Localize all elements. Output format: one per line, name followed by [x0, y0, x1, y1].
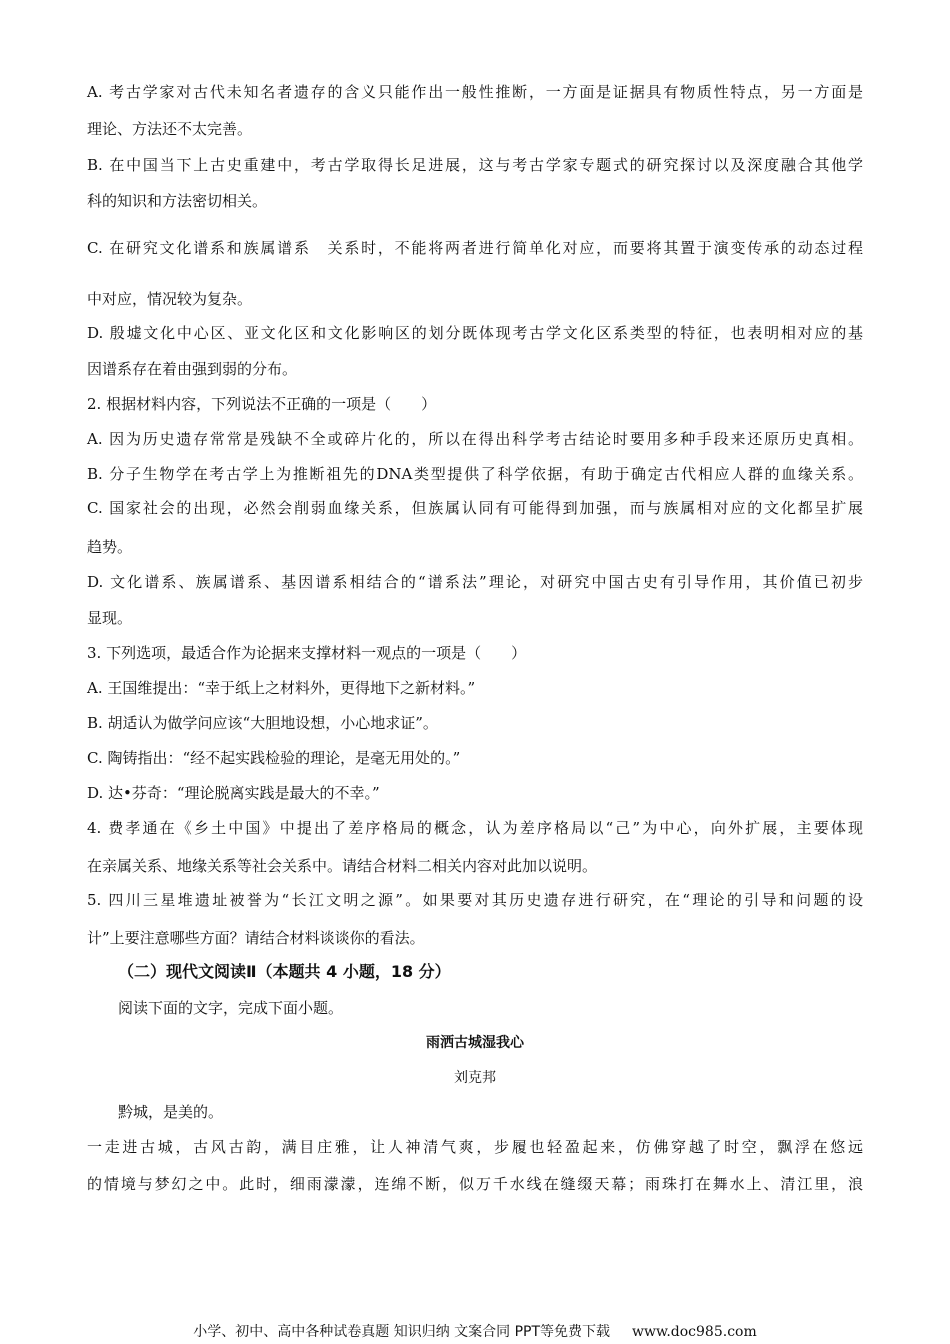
q4-line1: 4. 费孝通在《乡土中国》中提出了差序格局的概念，认为差序格局以“己”为中心，向外扩展，主要体现 [87, 819, 863, 837]
q3-option-d: D. 达•芬奇：“理论脱离实践是最大的不幸。” [87, 784, 380, 802]
q2-option-a: A. 因为历史遗存常常是残缺不全或碎片化的，所以在得出科学考古结论时要用多种手段来还原历史真相。 [87, 430, 863, 448]
q3-stem: 3. 下列选项，最适合作为论据来支撑材料一观点的一项是（ ） [87, 644, 527, 662]
q2-option-d-line1: D. 文化谱系、族属谱系、基因谱系相结合的“谱系法”理论，对研究中国古史有引导作用，其价值已初步 [87, 573, 863, 591]
page-footer [0, 1323, 950, 1341]
q3-option-c: C. 陶铸指出：“经不起实践检验的理论，是毫无用处的。” [87, 749, 461, 767]
q1-option-c-line1: C. 在研究文化谱系和族属谱系 关系时，不能将两者进行简单化对应，而要将其置于演变传承的动态过程 [87, 239, 863, 257]
q2-option-c-line1: C. 国家社会的出现，必然会削弱血缘关系，但族属认同有可能得到加强，而与族属相对应的文化都呈扩展 [87, 499, 863, 517]
q1-option-c-line2: 中对应，情况较为复杂。 [87, 290, 253, 308]
q1-option-a-line2: 理论、方法还不太完善。 [87, 120, 253, 138]
footer-text: 小学、初中、高中各种试卷真题 知识归纳 文案合同 PPT等免费下载 [193, 1324, 611, 1340]
q2-option-c-line2: 趋势。 [87, 538, 133, 556]
reading-instruction: 阅读下面的文字，完成下面小题。 [118, 999, 344, 1017]
q3-option-a: A. 王国维提出：“幸于纸上之材料外，更得地下之新材料。” [87, 679, 476, 697]
essay-author: 刘克邦 [454, 1070, 496, 1086]
q5-line1: 5. 四川三星堆遗址被誉为“长江文明之源”。如果要对其历史遗存进行研究，在“理论的引导和问题的设 [87, 891, 863, 909]
q2-option-d-line2: 显现。 [87, 609, 133, 627]
essay-paragraph-2-line1: 一走进古城，古风古韵，满目庄雅，让人神清气爽，步履也轻盈起来，仿佛穿越了时空，飘浮在悠远 [87, 1138, 863, 1156]
essay-title: 雨洒古城湿我心 [426, 1035, 524, 1051]
q4-line2: 在亲属关系、地缘关系等社会关系中。请结合材料二相关内容对此加以说明。 [87, 857, 598, 875]
essay-paragraph-2-line2: 的情境与梦幻之中。此时，细雨濛濛，连绵不断，似万千水线在缝缀天幕；雨珠打在舞水上、清江里，浪 [87, 1175, 863, 1193]
section-heading: （二）现代文阅读Ⅱ（本题共 4 小题，18 分） [118, 962, 451, 981]
q2-option-b: B. 分子生物学在考古学上为推断祖先的DNA类型提供了科学依据，有助于确定古代相应人群的血缘关系。 [87, 465, 863, 483]
q1-option-b-line1: B. 在中国当下上古史重建中，考古学取得长足进展，这与考古学家专题式的研究探讨以及深度融合其他学 [87, 156, 863, 174]
essay-paragraph-1: 黔城，是美的。 [118, 1103, 224, 1121]
q2-stem: 2. 根据材料内容，下列说法不正确的一项是（ ） [87, 395, 437, 413]
q1-option-d-line1: D. 殷墟文化中心区、亚文化区和文化影响区的划分既体现考古学文化区系类型的特征，也表明相对应的基 [87, 324, 863, 342]
q1-option-d-line2: 因谱系存在着由强到弱的分布。 [87, 360, 298, 378]
footer-url[interactable]: www.doc985.com [632, 1324, 757, 1340]
q5-line2: 计”上要注意哪些方面？请结合材料谈谈你的看法。 [87, 929, 425, 947]
q1-option-a-line1: A. 考古学家对古代未知名者遗存的含义只能作出一般性推断，一方面是证据具有物质性特点，另一方面是 [87, 83, 863, 101]
q3-option-b: B. 胡适认为做学问应该“大胆地设想，小心地求证”。 [87, 714, 438, 732]
q1-option-b-line2: 科的知识和方法密切相关。 [87, 192, 268, 210]
